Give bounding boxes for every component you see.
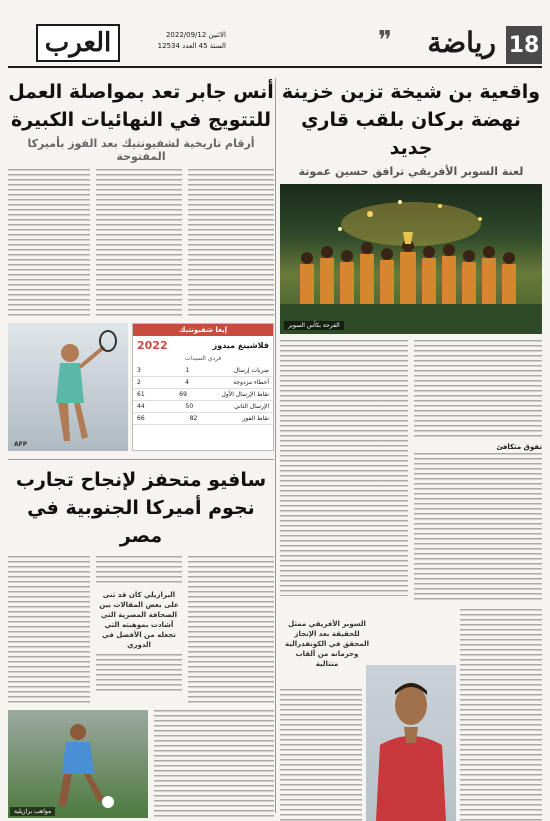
match-stats-card bbox=[132, 323, 274, 451]
stat-value-a: 4 bbox=[185, 379, 189, 386]
section-title: رياضة bbox=[427, 26, 496, 59]
right-body-col-1 bbox=[414, 340, 542, 603]
stat-row bbox=[133, 401, 273, 413]
left-column bbox=[8, 78, 274, 818]
left-bottom-headline: سافيو متحفز لإنجاح تجارب نجوم أميركا الجنوبية في مصر bbox=[15, 469, 267, 547]
card-tournament: فلاشينغ ميدوز bbox=[212, 341, 269, 350]
stat-row bbox=[133, 377, 273, 389]
card-subtitle: فردي السيدات bbox=[184, 355, 222, 362]
stat-label: أخطاء مزدوجة bbox=[233, 379, 269, 386]
body-text-block bbox=[96, 169, 182, 319]
team-celebration-photo bbox=[280, 184, 542, 334]
left-top-subheadline: أرقام تاريخية لشفيونتيك بعد الفوز بأميركا المفتوحة bbox=[27, 137, 255, 163]
stat-label: نقاط الإرسال الأول bbox=[221, 391, 269, 398]
right-body-columns bbox=[280, 340, 542, 603]
pull-quote-column bbox=[96, 556, 182, 706]
tennis-body-columns bbox=[8, 169, 274, 319]
stat-row bbox=[133, 365, 273, 377]
body-text-block bbox=[280, 340, 408, 596]
newspaper-logo bbox=[36, 24, 120, 62]
body-text-block bbox=[460, 609, 542, 821]
right-column bbox=[280, 78, 542, 821]
celebration-illustration bbox=[280, 184, 542, 334]
body-text-block bbox=[8, 169, 90, 319]
tennis-player-illustration bbox=[8, 323, 128, 451]
quote-mark-icon: ❞ bbox=[378, 26, 392, 56]
card-year: 2022 bbox=[137, 339, 168, 352]
body-text-block bbox=[414, 453, 542, 603]
football-body-columns bbox=[8, 556, 274, 706]
issue-number: السنة 45 العدد 12534 bbox=[157, 42, 226, 50]
card-title-row bbox=[133, 336, 273, 355]
right-subheadline: لعنة السوبر الأفريقي ترافق حسين عموتة bbox=[298, 165, 524, 178]
right-headline: واقعية بن شيخة تزين خزينة نهضة بركان بلقب قاري جديد bbox=[281, 81, 541, 159]
issue-info bbox=[126, 30, 226, 52]
stat-value-a: 69 bbox=[179, 391, 187, 398]
pull-quote bbox=[96, 590, 182, 650]
left-top-headline: أنس جابر تعد بمواصلة العمل للتتويج في النهائيات الكبيرة bbox=[8, 81, 274, 131]
stat-row bbox=[133, 389, 273, 401]
coach-section bbox=[280, 609, 542, 821]
stat-label: نقاط الفوز bbox=[242, 415, 269, 422]
body-text-block bbox=[8, 556, 90, 706]
body-text-block bbox=[96, 556, 182, 586]
section-divider bbox=[8, 459, 274, 460]
body-text-block bbox=[154, 710, 274, 818]
coach-quote-text: السوبر الأفريقي ممثل للحقيقة بعد الإنجاز المحقق في الكونفدرالية وحرمانه من ألقاب متتالية bbox=[284, 620, 369, 668]
body-text-block bbox=[414, 340, 542, 440]
logo-text: العرب bbox=[44, 28, 112, 58]
body-text-block bbox=[96, 654, 182, 694]
tennis-feature bbox=[8, 323, 274, 451]
body-text-block bbox=[188, 556, 274, 706]
body-text-block bbox=[188, 169, 274, 319]
tennis-player-photo bbox=[8, 323, 128, 451]
coach-quote bbox=[284, 619, 370, 669]
stat-value-a: 82 bbox=[189, 415, 198, 422]
stat-value-b: 2 bbox=[137, 379, 141, 386]
right-body-col-2 bbox=[280, 340, 408, 603]
page-number: 18 bbox=[506, 26, 542, 64]
stats-list bbox=[133, 365, 273, 425]
stat-value-b: 66 bbox=[137, 415, 145, 422]
football-lower-row bbox=[8, 710, 274, 818]
photo-caption: الفرحة بكأس السوبر bbox=[284, 321, 344, 330]
stat-label: الإرسال الثاني bbox=[234, 403, 269, 410]
page-header bbox=[8, 24, 542, 68]
pull-quote-text: البرازيلي كان قد ثنى على بعض المقالات بين الصحافة المصرية التي أشادت بموهبته التي تجعله من الأفضل في الدوري bbox=[99, 591, 179, 649]
column-divider bbox=[275, 78, 276, 813]
stat-value-b: 3 bbox=[137, 367, 141, 374]
issue-date: الاثنين 2022/09/12 bbox=[165, 31, 226, 39]
stat-value-a: 50 bbox=[185, 403, 194, 410]
photo-credit: AFP bbox=[14, 441, 28, 448]
stat-value-b: 61 bbox=[137, 391, 145, 398]
card-player-name: إيغا شفيونتيك bbox=[133, 324, 273, 336]
footballer-caption: مواهب برازيلية bbox=[10, 807, 55, 816]
footballer-illustration bbox=[8, 710, 148, 818]
footballer-photo bbox=[8, 710, 148, 818]
body-text-block bbox=[280, 689, 362, 821]
stat-value-b: 44 bbox=[137, 403, 145, 410]
stat-label: ضربات إرسال bbox=[233, 367, 269, 374]
stat-row bbox=[133, 413, 273, 425]
coach-photo bbox=[366, 665, 456, 821]
section-subhead: تفوق متكافئ bbox=[496, 443, 542, 451]
coach-illustration bbox=[366, 665, 456, 821]
stat-value-a: 1 bbox=[185, 367, 190, 374]
